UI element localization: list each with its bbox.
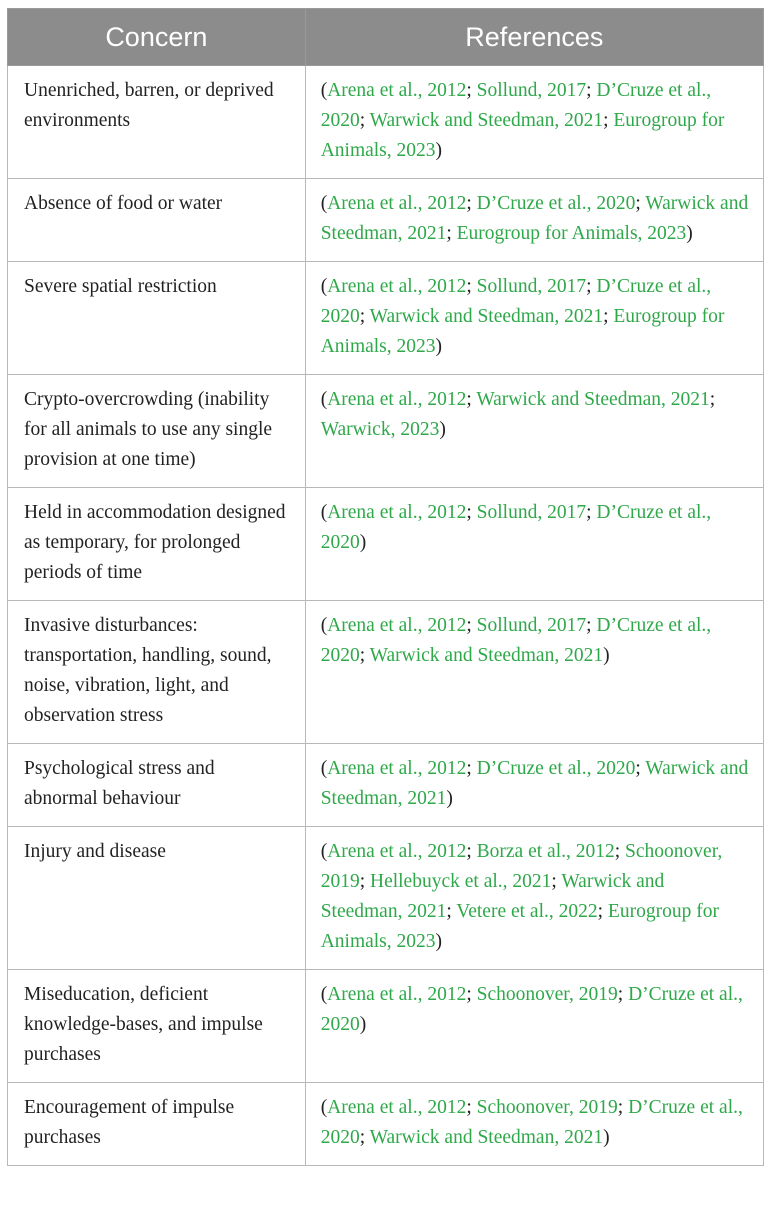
citation-separator: ; <box>359 1127 370 1148</box>
citation-link[interactable]: D’Cruze et al., 2020 <box>476 193 636 214</box>
citation-separator: ; <box>635 758 646 779</box>
citation-separator: ; <box>466 1097 477 1118</box>
citation-separator: ; <box>586 276 597 297</box>
citation-separator: ; <box>466 193 477 214</box>
concern-cell: Absence of food or water <box>8 179 306 262</box>
open-paren: ( <box>320 389 328 410</box>
references-cell <box>305 1083 763 1166</box>
citation-link[interactable]: Warwick and Steedman, 2021 <box>369 306 604 327</box>
citation-link[interactable]: Sollund, 2017 <box>476 502 587 523</box>
concerns-table <box>7 8 764 1166</box>
citation-separator: ; <box>586 502 597 523</box>
concern-cell: Crypto-overcrowding (inability for all animals to use any single provision at one time) <box>8 375 306 488</box>
citation-link[interactable]: Arena et al., 2012 <box>327 615 467 636</box>
table-row <box>8 601 764 744</box>
citation-link[interactable]: D’Cruze et al., 2020 <box>320 1097 743 1148</box>
close-paren: ) <box>359 1014 367 1035</box>
citation-separator: ; <box>446 901 457 922</box>
references-cell <box>305 262 763 375</box>
citation-separator: ; <box>466 758 477 779</box>
references-cell <box>305 179 763 262</box>
open-paren: ( <box>320 502 328 523</box>
citation-separator: ; <box>466 502 477 523</box>
citation-link[interactable]: D’Cruze et al., 2020 <box>320 502 712 553</box>
close-paren: ) <box>446 788 453 809</box>
table-row <box>8 970 764 1083</box>
citation-separator: ; <box>359 871 370 892</box>
citation-link[interactable]: Arena et al., 2012 <box>327 80 467 101</box>
references-cell <box>305 970 763 1083</box>
open-paren: ( <box>320 984 328 1005</box>
citation-separator: ; <box>359 110 370 131</box>
concern-cell: Injury and disease <box>8 827 306 970</box>
close-paren: ) <box>435 931 443 952</box>
open-paren: ( <box>320 276 328 297</box>
references-cell <box>305 744 763 827</box>
table-row <box>8 66 764 179</box>
citation-link[interactable]: Warwick and Steedman, 2021 <box>320 193 749 244</box>
citation-separator: ; <box>603 306 614 327</box>
citation-link[interactable]: Vetere et al., 2022 <box>456 901 598 922</box>
citation-link[interactable]: Sollund, 2017 <box>476 80 587 101</box>
citation-separator: ; <box>466 80 477 101</box>
citation-link[interactable]: Arena et al., 2012 <box>327 276 467 297</box>
citation-separator: ; <box>466 276 477 297</box>
citation-link[interactable]: Schoonover, 2019 <box>320 841 723 892</box>
table-row <box>8 375 764 488</box>
close-paren: ) <box>603 1127 610 1148</box>
concern-cell: Held in accommodation designed as temporary, for prolonged periods of time <box>8 488 306 601</box>
table-row <box>8 827 764 970</box>
citation-link[interactable]: Warwick and Steedman, 2021 <box>320 758 749 809</box>
close-paren: ) <box>686 223 693 244</box>
citation-link[interactable]: Eurogroup for Animals, 2023 <box>320 901 719 952</box>
close-paren: ) <box>435 336 443 357</box>
citation-link[interactable]: D’Cruze et al., 2020 <box>476 758 636 779</box>
close-paren: ) <box>603 645 610 666</box>
citation-link[interactable]: Sollund, 2017 <box>476 276 587 297</box>
table-row <box>8 488 764 601</box>
citation-link[interactable]: Arena et al., 2012 <box>327 502 467 523</box>
concern-cell: Invasive disturbances: transportation, handling, sound, noise, vibration, light, and observation stress <box>8 601 306 744</box>
citation-link[interactable]: Warwick and Steedman, 2021 <box>369 1127 604 1148</box>
citation-separator: ; <box>603 110 614 131</box>
citation-separator: ; <box>617 1097 629 1118</box>
citation-separator: ; <box>466 615 477 636</box>
citation-separator: ; <box>709 389 716 410</box>
references-cell <box>305 488 763 601</box>
citation-link[interactable]: Warwick and Steedman, 2021 <box>320 871 665 922</box>
citation-separator: ; <box>635 193 646 214</box>
citation-link[interactable]: D’Cruze et al., 2020 <box>320 615 712 666</box>
citation-link[interactable]: Arena et al., 2012 <box>327 841 467 862</box>
citation-separator: ; <box>597 901 608 922</box>
citation-link[interactable]: Eurogroup for Animals, 2023 <box>320 110 725 161</box>
concern-cell: Miseducation, deficient knowledge-bases, and impulse purchases <box>8 970 306 1083</box>
citation-separator: ; <box>446 223 457 244</box>
citation-separator: ; <box>359 306 370 327</box>
close-paren: ) <box>439 419 446 440</box>
citation-link[interactable]: Warwick, 2023 <box>320 419 440 440</box>
concern-cell: Severe spatial restriction <box>8 262 306 375</box>
citation-separator: ; <box>551 871 562 892</box>
citation-separator: ; <box>617 984 629 1005</box>
concern-cell: Encouragement of impulse purchases <box>8 1083 306 1166</box>
citation-separator: ; <box>466 984 477 1005</box>
references-cell <box>305 827 763 970</box>
citation-link[interactable]: D’Cruze et al., 2020 <box>320 984 743 1035</box>
open-paren: ( <box>320 80 328 101</box>
references-cell <box>305 601 763 744</box>
citation-link[interactable]: Arena et al., 2012 <box>327 1097 467 1118</box>
citation-link[interactable]: Arena et al., 2012 <box>327 193 467 214</box>
open-paren: ( <box>320 841 328 862</box>
citation-link[interactable]: D’Cruze et al., 2020 <box>320 276 712 327</box>
citation-link[interactable]: Sollund, 2017 <box>476 615 587 636</box>
open-paren: ( <box>320 1097 328 1118</box>
concern-column-header: Concern <box>8 9 306 66</box>
close-paren: ) <box>359 532 367 553</box>
references-column-header: References <box>305 9 763 66</box>
concern-cell: Unenriched, barren, or deprived environments <box>8 66 306 179</box>
header-row <box>8 9 764 66</box>
citation-link[interactable]: Borza et al., 2012 <box>476 841 615 862</box>
citation-separator: ; <box>466 841 477 862</box>
concern-cell: Psychological stress and abnormal behaviour <box>8 744 306 827</box>
citation-link[interactable]: Arena et al., 2012 <box>327 389 467 410</box>
table-row <box>8 1083 764 1166</box>
citation-link[interactable]: Eurogroup for Animals, 2023 <box>456 223 687 244</box>
references-cell <box>305 66 763 179</box>
table-row <box>8 744 764 827</box>
citation-link[interactable]: Warwick and Steedman, 2021 <box>369 645 604 666</box>
table-row <box>8 179 764 262</box>
citation-link[interactable]: Schoonover, 2019 <box>476 984 618 1005</box>
open-paren: ( <box>320 193 328 214</box>
open-paren: ( <box>320 615 328 636</box>
citation-link[interactable]: Hellebuyck et al., 2021 <box>369 871 552 892</box>
citation-separator: ; <box>359 645 370 666</box>
citation-link[interactable]: Arena et al., 2012 <box>327 984 467 1005</box>
citation-separator: ; <box>614 841 626 862</box>
citation-separator: ; <box>586 80 597 101</box>
citation-link[interactable]: D’Cruze et al., 2020 <box>320 80 712 131</box>
citation-link[interactable]: Eurogroup for Animals, 2023 <box>320 306 725 357</box>
table-row <box>8 262 764 375</box>
citation-link[interactable]: Schoonover, 2019 <box>476 1097 618 1118</box>
citation-link[interactable]: Arena et al., 2012 <box>327 758 467 779</box>
citation-separator: ; <box>586 615 597 636</box>
references-cell <box>305 375 763 488</box>
open-paren: ( <box>320 758 328 779</box>
citation-separator: ; <box>466 389 477 410</box>
close-paren: ) <box>435 140 443 161</box>
citation-link[interactable]: Warwick and Steedman, 2021 <box>476 389 710 410</box>
table-body <box>8 66 764 1166</box>
citation-link[interactable]: Warwick and Steedman, 2021 <box>369 110 604 131</box>
